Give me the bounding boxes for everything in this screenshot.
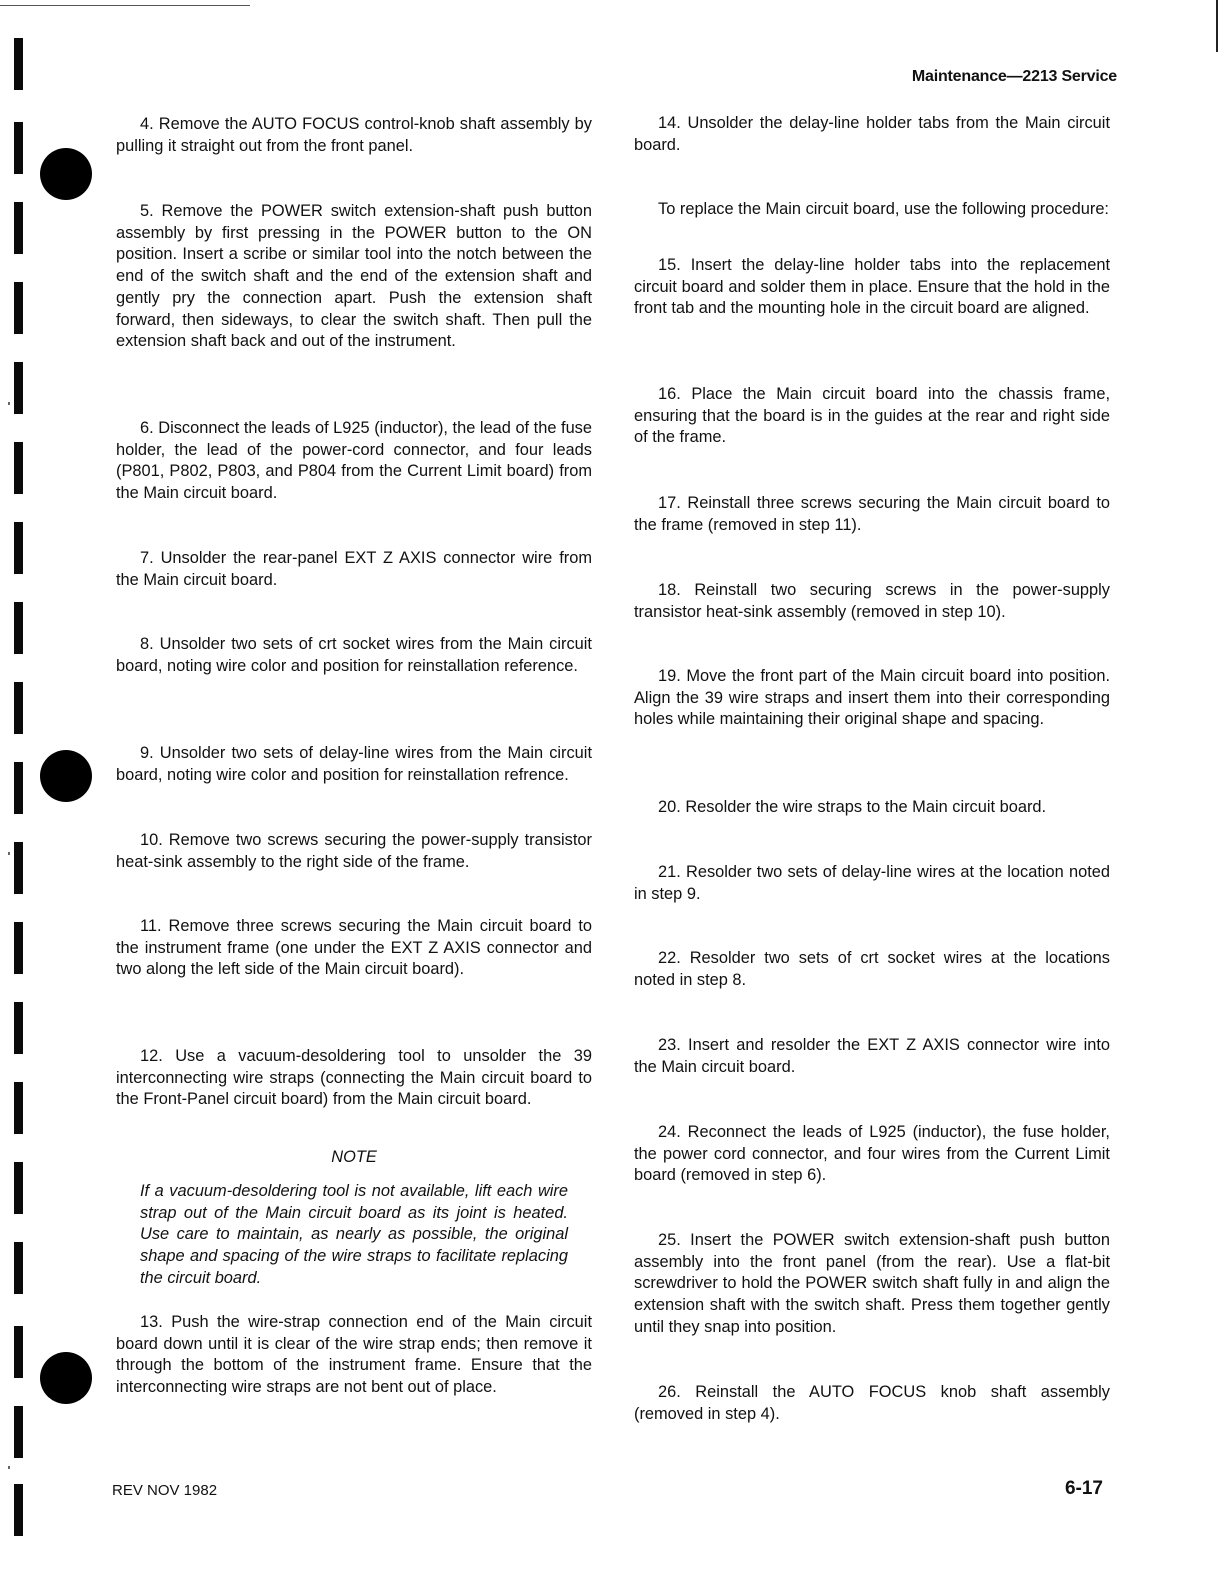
step-25: 25. Insert the POWER switch extension-shaft push button assembly into the front panel (from the rear). Use a flat-bit screwdriver to hold the POWER switch shaft fully in and align the extension shaft with the switch shaft. Press them together gently until they snap into position. [634, 1231, 1110, 1336]
note-heading: NOTE [331, 1148, 377, 1166]
binder-mark [14, 362, 23, 414]
step-7: 7. Unsolder the rear-panel EXT Z AXIS connector wire from the Main circuit board. [116, 549, 592, 589]
binder-mark [14, 282, 23, 334]
step-17: 17. Reinstall three screws securing the Main circuit board to the frame (removed in step 11). [634, 494, 1110, 534]
binder-mark [14, 922, 23, 974]
binder-mark [14, 1406, 23, 1458]
step-19: 19. Move the front part of the Main circuit board into position. Align the 39 wire straps and insert them into their corresponding holes while maintaining their original shape and spacing. [634, 667, 1110, 729]
running-header: Maintenance—2213 Service [911, 68, 1117, 85]
binder-mark [14, 1082, 23, 1134]
step-23: 23. Insert and resolder the EXT Z AXIS connector wire into the Main circuit board. [634, 1036, 1110, 1076]
binder-mark [14, 1002, 23, 1054]
note-text: If a vacuum-desoldering tool is not available, lift each wire strap out of the Main circuit board as its joint is heated. Use care to maintain, as nearly as possible, the original shape and spacing of the wire straps to facilitate replacing the circuit board. [140, 1182, 568, 1287]
binder-mark [14, 842, 23, 894]
step-6: 6. Disconnect the leads of L925 (inductor), the lead of the fuse holder, the lead of the power-cord connector, and four leads (P801, P802, P803, and P804 from the Current Limit board) from the Main circuit board. [116, 419, 592, 503]
step-14: 14. Unsolder the delay-line holder tabs from the Main circuit board. [634, 114, 1110, 154]
punch-hole [40, 1352, 92, 1404]
binder-mark [14, 122, 23, 174]
binder-mark [14, 762, 23, 814]
binder-mark [14, 1242, 23, 1294]
scan-speck [8, 852, 10, 855]
step-12: 12. Use a vacuum-desoldering tool to unsolder the 39 interconnecting wire straps (connecting the Main circuit board to the Front-Panel circuit board) from the Main circuit board. [116, 1047, 592, 1109]
right-scan-rule [1216, 0, 1218, 52]
punch-hole [40, 148, 92, 200]
binder-mark [14, 1326, 23, 1378]
scan-speck [8, 402, 10, 405]
step-4: 4. Remove the AUTO FOCUS control-knob shaft assembly by pulling it straight out from the front panel. [116, 115, 592, 155]
step-5: 5. Remove the POWER switch extension-shaft push button assembly by first pressing in the POWER button to the ON position. Insert a scribe or similar tool into the notch between the end of the switch shaft and the end of the extension shaft and gently pry the connection apart. Push the extension shaft forward, then sideways, to clear the switch shaft. Then pull the extension shaft back and out of the instrument. [116, 202, 592, 351]
binder-mark [14, 522, 23, 574]
step-10: 10. Remove two screws securing the power-supply transistor heat-sink assembly to the right side of the frame. [116, 831, 592, 871]
step-20: 20. Resolder the wire straps to the Main circuit board. [658, 798, 1047, 816]
binder-mark [14, 202, 23, 254]
binder-mark [14, 682, 23, 734]
step-9: 9. Unsolder two sets of delay-line wires from the Main circuit board, noting wire color and position for reinstallation refrence. [116, 744, 592, 784]
replace-intro: To replace the Main circuit board, use the following procedure: [658, 200, 1109, 218]
step-26: 26. Reinstall the AUTO FOCUS knob shaft assembly (removed in step 4). [634, 1383, 1110, 1423]
top-scan-rule [0, 5, 250, 6]
binder-mark [14, 1484, 23, 1536]
step-13: 13. Push the wire-strap connection end of the Main circuit board down until it is clear of the wire strap ends; then remove it through the bottom of the instrument frame. Ensure that the interconnecting wire straps are not bent out of place. [116, 1313, 592, 1397]
scan-speck [8, 1466, 10, 1469]
step-22: 22. Resolder two sets of crt socket wires at the locations noted in step 8. [634, 949, 1110, 989]
binder-mark [14, 602, 23, 654]
step-8: 8. Unsolder two sets of crt socket wires from the Main circuit board, noting wire color and position for reinstallation reference. [116, 635, 592, 675]
binder-mark [14, 1162, 23, 1214]
revision-date: REV NOV 1982 [112, 1482, 218, 1499]
step-11: 11. Remove three screws securing the Main circuit board to the instrument frame (one under the EXT Z AXIS connector and two along the left side of the Main circuit board). [116, 917, 592, 979]
binder-mark [14, 38, 23, 90]
page-number: 6-17 [1064, 1478, 1103, 1499]
step-16: 16. Place the Main circuit board into the chassis frame, ensuring that the board is in the guides at the rear and right side of the frame. [634, 385, 1110, 447]
step-18: 18. Reinstall two securing screws in the power-supply transistor heat-sink assembly (removed in step 10). [634, 581, 1110, 621]
step-24: 24. Reconnect the leads of L925 (inductor), the fuse holder, the power cord connector, and four wires from the Current Limit board (removed in step 6). [634, 1123, 1110, 1185]
binder-mark [14, 442, 23, 494]
step-15: 15. Insert the delay-line holder tabs into the replacement circuit board and solder them in place. Ensure that the hold in the front tab and the mounting hole in the circuit board are aligned. [634, 256, 1110, 318]
step-21: 21. Resolder two sets of delay-line wires at the location noted in step 9. [634, 863, 1110, 903]
punch-hole [40, 750, 92, 802]
